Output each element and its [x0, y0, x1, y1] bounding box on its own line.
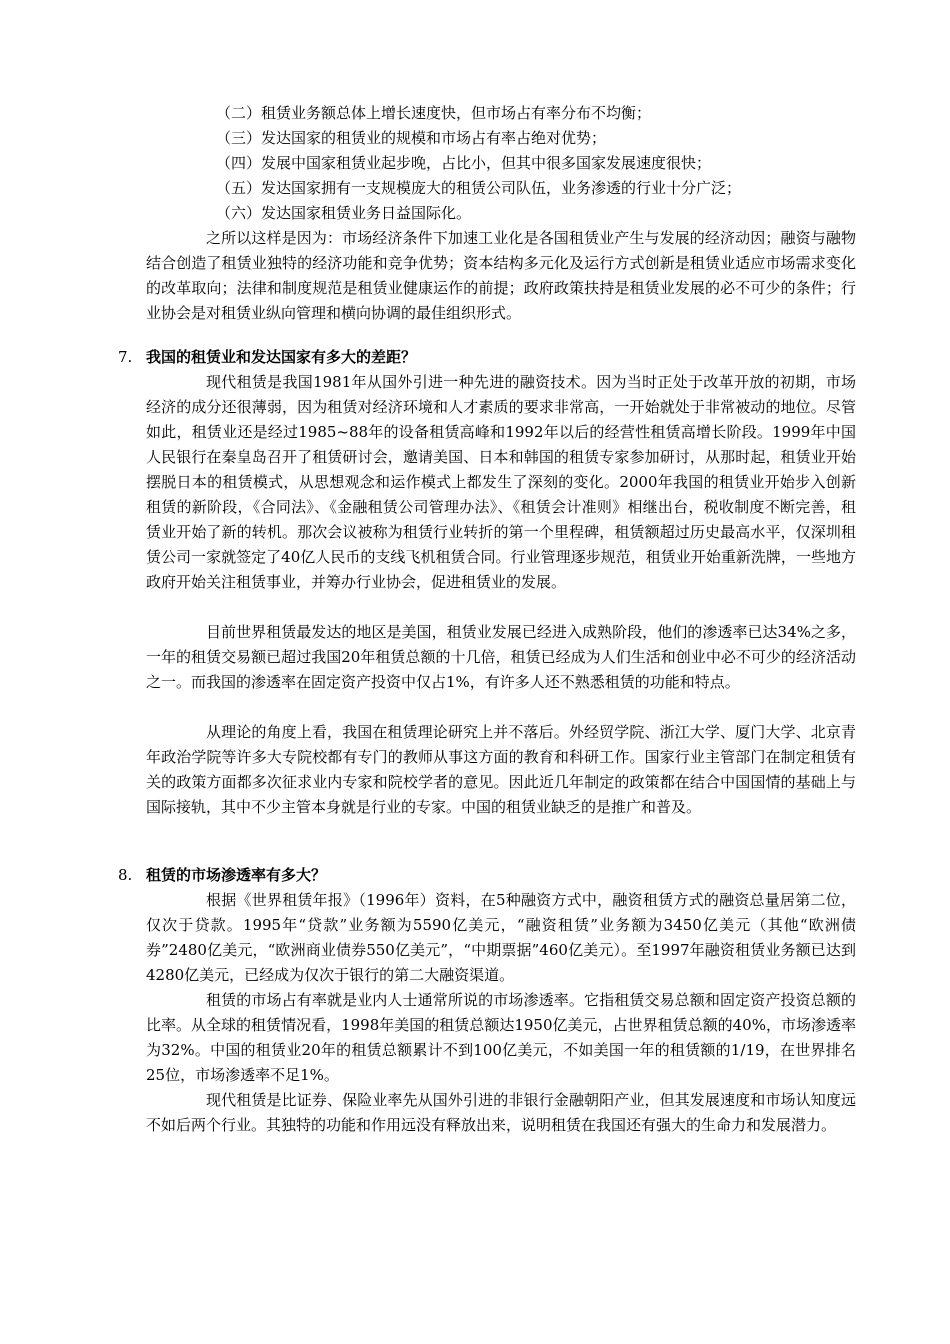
question-7-heading — [118, 345, 858, 370]
list-item: （五）发达国家拥有一支规模庞大的租赁公司队伍，业务渗透的行业十分广泛； — [216, 179, 742, 197]
list-item: （二）租赁业务额总体上增长速度快，但市场占有率分布不均衡； — [216, 104, 652, 122]
list-item: （四）发展中国家租赁业起步晚，占比小，但其中很多国家发展速度很快； — [216, 154, 712, 172]
body-paragraph: 现代租赁是我国1981年从国外引进一种先进的融资技术。因为当时正处于改革开放的初期，市场经济的成分还很薄弱，因为租赁对经济环境和人才素质的要求非常高，一开始就处于非常被动的地位。尽管如此，租赁业还是经过1985~88年的设备租赁高峰和1992年以后的经营性租赁高增长阶段。1999年中国人民银行在秦皇岛召开了租赁研讨会，邀请美国、日本和韩国的租赁专家参加研讨，从那时起，租赁业开始摆脱日本的租赁模式，从思想观念和运作模式上都发生了深刻的变化。2000年我国的租赁业开始步入创新租赁的新阶段，《合同法》、《金融租赁公司管理办法》、《租赁会计准则》相继出台，税收制度不断完善，租赁业开始了新的转机。那次会议被称为租赁行业转折的第一个里程碑，租赁额超过历史最高水平，仅深圳租赁公司一家就签定了40亿人民币的支线飞机租赁合同。行业管理逐步规范，租赁业开始重新洗牌，一些地方政府开始关注租赁事业，并筹办行业协会，促进租赁业的发展。 — [146, 373, 856, 591]
question-number: 8. — [118, 866, 133, 884]
reason-paragraph: 之所以这样是因为：市场经济条件下加速工业化是各国租赁业产生与发展的经济动因；融资与融物结合创造了租赁业独特的经济功能和竞争优势；资本结构多元化及运行方式创新是租赁业适应市场需求变化的改革取向；法律和制度规范是租赁业健康运作的前提；政府政策扶持是租赁业发展的必不可少的条件；行业协会是对租赁业纵向管理和横向协调的最佳组织形式。 — [146, 229, 856, 322]
body-paragraph: 租赁的市场占有率就是业内人士通常所说的市场渗透率。它指租赁交易总额和固定资产投资总额的比率。从全球的租赁情况看，1998年美国的租赁总额达1950亿美元，占世界租赁总额的40%，市场渗透率为32%。中国的租赁业20年的租赁总额累计不到100亿美元，不如美国一年的租赁额的1/19，在世界排名25位，市场渗透率不足1%。 — [146, 991, 856, 1084]
body-paragraph: 根据《世界租赁年报》（1996年）资料，在5种融资方式中，融资租赁方式的融资总量居第二位，仅次于贷款。1995年“贷款”业务额为5590亿美元，“融资租赁”业务额为3450亿美元（其他“欧洲债券”2480亿美元，“欧洲商业债券550亿美元”，“中期票据”460亿美元）。至1997年融资租赁业务额已达到4280亿美元，已经成为仅次于银行的第二大融资渠道。 — [146, 891, 856, 984]
question-number: 7. — [118, 348, 133, 366]
question-title: 我国的租赁业和发达国家有多大的差距？ — [146, 348, 417, 366]
question-title: 租赁的市场渗透率有多大？ — [146, 866, 327, 884]
question-8-heading — [118, 863, 858, 888]
feature-list — [216, 101, 856, 226]
list-item: （六）发达国家租赁业务日益国际化。 — [216, 204, 472, 222]
body-paragraph: 从理论的角度上看，我国在租赁理论研究上并不落后。外经贸学院、浙江大学、厦门大学、北京青年政治学院等许多大专院校都有专门的教师从事这方面的教育和科研工作。国家行业主管部门在制定租赁有关的政策方面都多次征求业内专家和院校学者的意见。因此近几年制定的政策都在结合中国国情的基础上与国际接轨，其中不少主管本身就是行业的专家。中国的租赁业缺乏的是推广和普及。 — [146, 723, 856, 816]
body-paragraph: 现代租赁是比证券、保险业率先从国外引进的非银行金融朝阳产业，但其发展速度和市场认知度远不如后两个行业。其独特的功能和作用远没有释放出来，说明租赁在我国还有强大的生命力和发展潜力。 — [146, 1091, 856, 1134]
body-paragraph: 目前世界租赁最发达的地区是美国，租赁业发展已经进入成熟阶段，他们的渗透率已达34%之多，一年的租赁交易额已超过我国20年租赁总额的十几倍，租赁已经成为人们生活和创业中必不可少的经济活动之一。而我国的渗透率在固定资产投资中仅占1%，有许多人还不熟悉租赁的功能和特点。 — [146, 623, 856, 691]
list-item: （三）发达国家的租赁业的规模和市场占有率占绝对优势； — [216, 129, 607, 147]
